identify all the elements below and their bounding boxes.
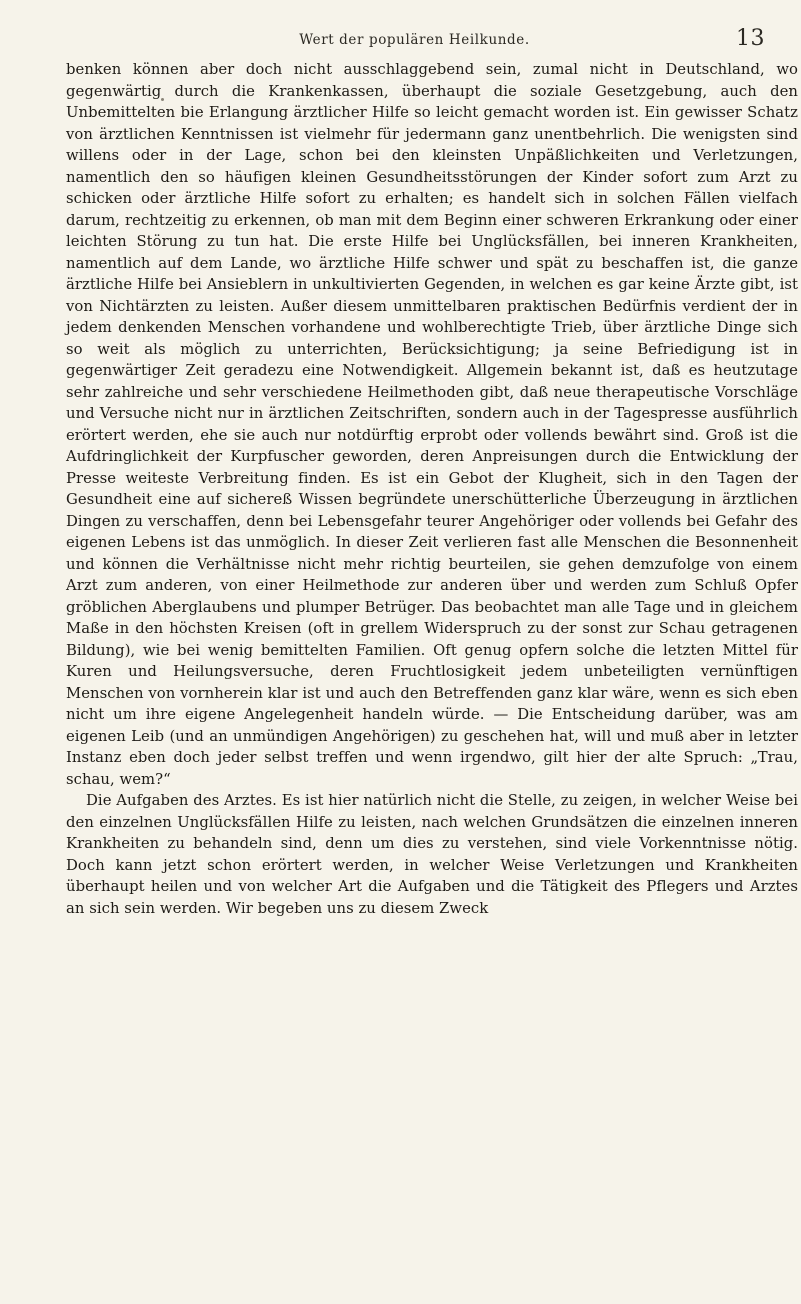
- page-number: 13: [736, 26, 765, 51]
- paragraph-1: benken können aber doch nicht ausschlaggebend sein, zumal nicht in Deutschland, wo gegenwärtig durch die Krankenkassen, überhaupt die soziale Gesetzgebung, auch den Unbemittelten bie Erlangung ärztlicher Hilfe so leicht gemacht worden ist. Ein gewisser Schatz von ärztlichen Kenntnissen ist vielmehr für jedermann ganz unentbehrlich. Die wenigsten sind willens oder in der Lage, schon bei den kleinsten Unpäßlichkeiten und Verletzungen, namentlich den so häufigen kleinen Gesundheitsstörungen der Kinder sofort zum Arzt zu schicken oder ärztliche Hilfe sofort zu erhalten; es handelt sich in solchen Fällen vielfach darum, rechtzeitig zu erkennen, ob man mit dem Beginn einer schweren Erkrankung oder einer leichten Störung zu tun hat. Die erste Hilfe bei Unglücksfällen, bei inneren Krankheiten, namentlich auf dem Lande, wo ärztliche Hilfe schwer und spät zu beschaffen ist, die ganze ärztliche Hilfe bei Ansieblern in unkultivierten Gegenden, in welchen es gar keine Ärzte gibt, ist von Nichtärzten zu leisten. Außer diesem unmittelbaren praktischen Bedürfnis verdient der in jedem denkenden Menschen vorhandene und wohlberechtigte Trieb, über ärztliche Dinge sich so weit als möglich zu unterrichten, Berücksichtigung; ja seine Befriedigung ist in gegenwärtiger Zeit geradezu eine Notwendigkeit. Allgemein bekannt ist, daß es heutzutage sehr zahlreiche und sehr verschiedene Heilmethoden gibt, daß neue therapeutische Vorschläge und Versuche nicht nur in ärztlichen Zeitschriften, sondern auch in der Tagespresse ausführlich erörtert werden, ehe sie auch nur notdürftig erprobt oder vollends bewährt sind. Groß ist die Aufdringlichkeit der Kurpfuscher geworden, deren Anpreisungen durch die Entwicklung der Presse weiteste Verbreitung finden. Es ist ein Gebot der Klugheit, sich in den Tagen der Gesundheit eine auf sichereß Wissen begründete unerschütterliche Überzeugung in ärztlichen Dingen zu verschaffen, denn bei Lebensgefahr teurer Angehöriger oder vollends bei Gefahr des eigenen Lebens ist das unmöglich. In dieser Zeit verlieren fast alle Menschen die Besonnenheit und können die Verhältnisse nicht mehr richtig beurteilen, sie gehen demzufolge von einem Arzt zum anderen, von einer Heilmethode zur anderen über und werden zum Schluß Opfer gröblichen Aberglaubens und plumper Betrüger. Das beobachtet man alle Tage und in gleichem Maße in den höchsten Kreisen (oft in grellem Widerspruch zu der sonst zur Schau getragenen Bildung), wie bei wenig bemittelten Familien. Oft genug opfern solche die letzten Mittel für Kuren und Heilungsversuche, deren Fruchtlosigkeit jedem unbeteiligten vernünftigen Menschen von vornherein klar ist und auch den Betreffenden ganz klar wäre, wenn es sich eben nicht um ihre eigene Angelegenheit handeln würde. — Die Entscheidung darüber, was am eigenen Leib (und an unmündigen Angehörigen) zu geschehen hat, will und muß aber in letzter Instanz eben doch jeder selbst treffen und wenn irgendwo, gilt hier der alte Spruch: „Trau, schau, wem?“: [66, 61, 798, 788]
- body-text: [66, 59, 798, 919]
- running-title: Wert der populären Heilkunde.: [299, 32, 530, 48]
- running-head: [64, 26, 765, 54]
- paragraph-2: Die Aufgaben des Arztes. Es ist hier natürlich nicht die Stelle, zu zeigen, in welcher Weise bei den einzelnen Unglücksfällen Hilfe zu leisten, nach welchen Grundsätzen die einzelnen inneren Krankheiten zu behandeln sind, denn um dies zu verstehen, sind viele Vorkenntnisse nötig. Doch kann jetzt schon erörtert werden, in welcher Weise Verletzungen und Krankheiten überhaupt heilen und von welcher Art die Aufgaben und die Tätigkeit des Pflegers und Arztes an sich sein werden. Wir begeben uns zu diesem Zweck: [66, 792, 798, 917]
